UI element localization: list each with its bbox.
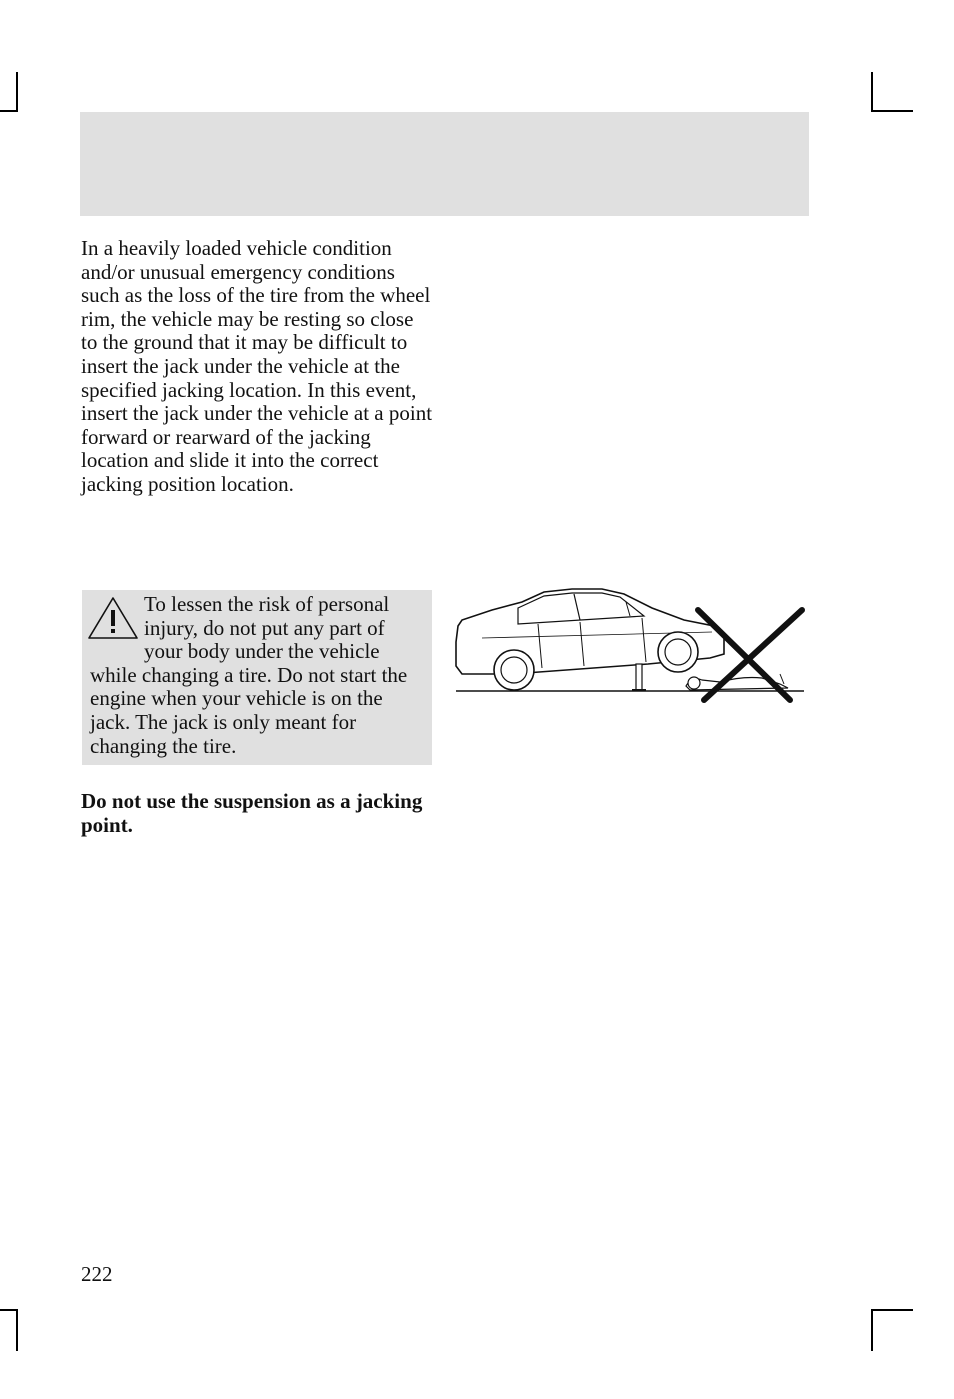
crop-mark-top-right-horizontal bbox=[871, 110, 913, 112]
warning-text: To lessen the risk of personal injury, do not put any part of your body under the vehicle while changing a tire. Do not start the engine when your vehicle is on the jack. The jack is only meant for changing the tire. bbox=[90, 592, 408, 758]
crop-mark-top-left-horizontal bbox=[0, 110, 18, 112]
section-header-band bbox=[80, 112, 809, 216]
crop-mark-bottom-right-horizontal bbox=[871, 1309, 913, 1311]
crop-mark-bottom-left-vertical bbox=[16, 1309, 18, 1351]
crop-mark-top-right-vertical bbox=[871, 72, 873, 112]
car-on-jack-prohibited-illustration bbox=[452, 580, 812, 710]
crop-mark-top-left-vertical bbox=[16, 72, 18, 112]
crop-mark-bottom-left-horizontal bbox=[0, 1309, 18, 1311]
crop-mark-bottom-right-vertical bbox=[871, 1309, 873, 1351]
warning-box bbox=[82, 590, 432, 765]
suspension-note: Do not use the suspension as a jacking point. bbox=[81, 789, 423, 837]
warning-triangle-icon bbox=[86, 595, 140, 641]
jacking-instructions-paragraph: In a heavily loaded vehicle condition and/or unusual emergency conditions such as the loss of the tire from the wheel rim, the vehicle may be resting so close to the ground that it may be difficult to insert the jack under the vehicle at the specified jacking location. In this event, insert the jack under the vehicle at a point forward or rearward of the jacking location and slide it into the correct jacking position location. bbox=[81, 236, 433, 496]
page-number: 222 bbox=[81, 1262, 113, 1286]
